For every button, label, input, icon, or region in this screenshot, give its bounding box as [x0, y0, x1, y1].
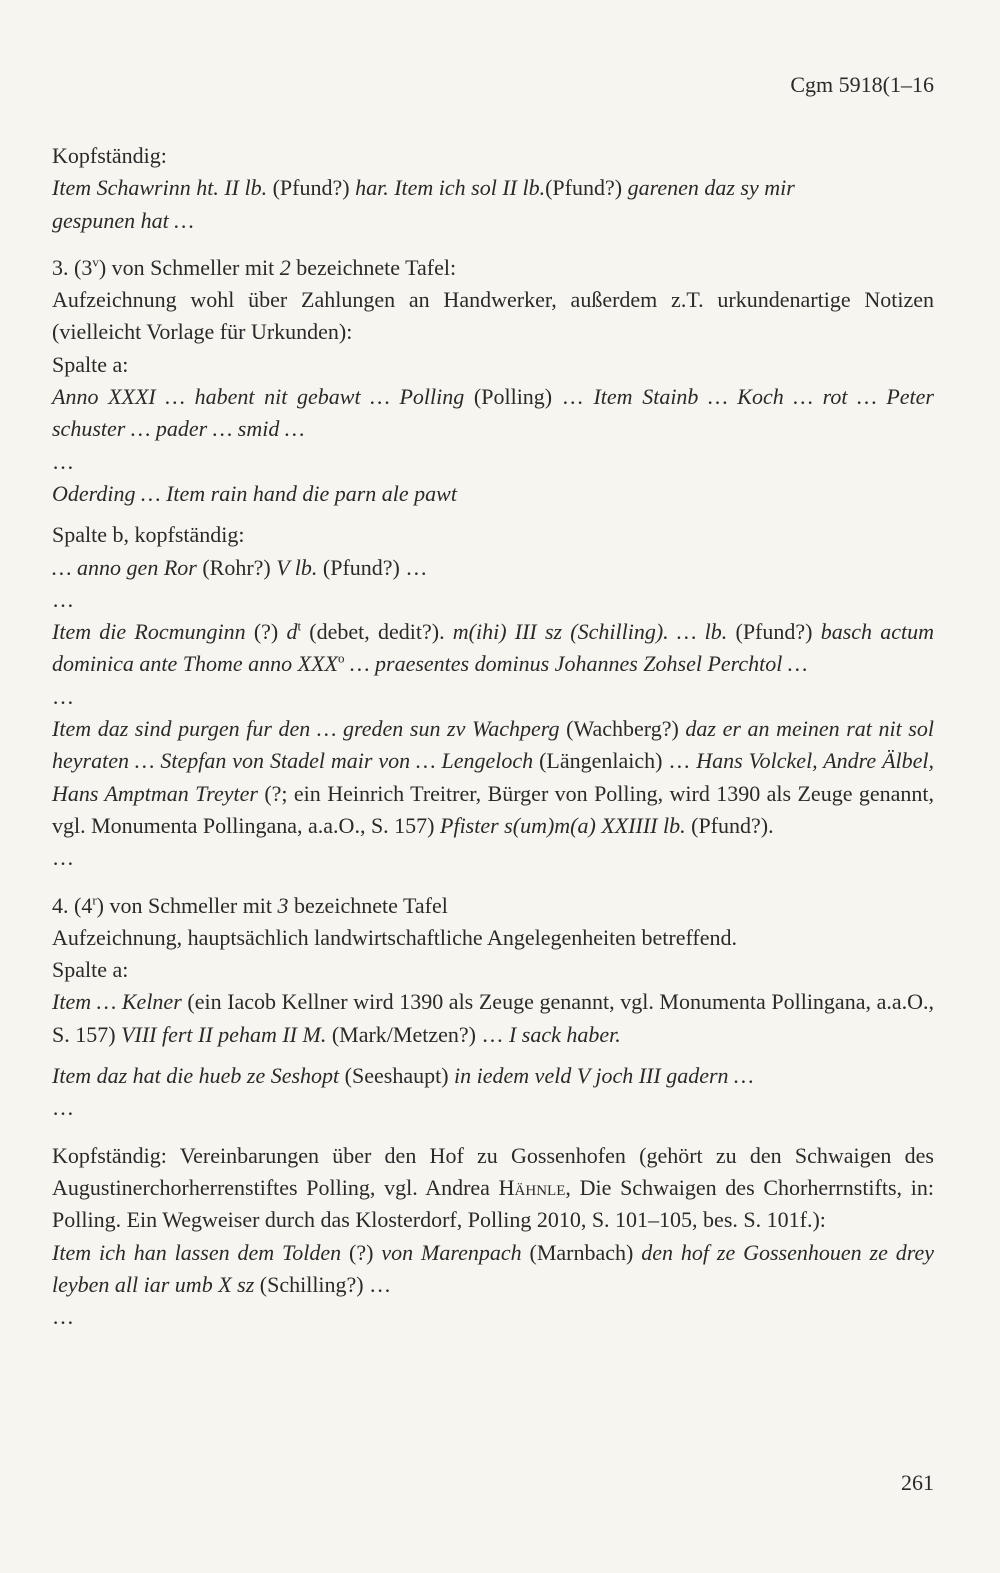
- paragraph-kopfstaendig: [52, 140, 934, 237]
- text: (?): [245, 619, 287, 645]
- italic-text: … praesentes dominus Johannes Zohsel Perchtol …: [344, 651, 808, 677]
- column-a-label: Spalte a:: [52, 351, 129, 377]
- transcription-line: [52, 616, 934, 681]
- transcription-line: [52, 1237, 934, 1302]
- italic-text: garenen daz sy mir: [627, 175, 795, 201]
- italic-text: 2: [279, 254, 291, 280]
- italic-text: den hof ze Gossenhouen ze drey leyben all iar umb X sz: [52, 1239, 935, 1297]
- text: (Marnbach): [521, 1239, 642, 1265]
- italic-text: daz er an meinen rat nit sol heyraten … Stepfan von Stadel mair von … Lengeloch: [52, 716, 934, 774]
- text: (Längenlaich) …: [533, 748, 697, 774]
- text: (Seeshaupt): [339, 1063, 455, 1089]
- text: (Wachberg?): [559, 716, 686, 742]
- text: Kopfständig: Vereinbarungen über den Hof zu Gossenhofen (gehört zu den Schwaigen des Augustinerchorherrenstiftes Polling, vgl. Andrea: [52, 1142, 934, 1200]
- text: (ein Iacob Kellner wird 1390 als Zeuge genannt, vgl. Monumenta Pollingana, a.a.O., S. 157): [52, 989, 934, 1047]
- text: (Pfund?).: [685, 812, 774, 838]
- transcription-line: [52, 1060, 934, 1092]
- text: (debet, dedit?).: [301, 619, 453, 645]
- italic-text: in iedem veld V joch III gadern …: [454, 1063, 754, 1089]
- text: ) von Schmeller mit: [96, 892, 278, 918]
- page-number: 261: [901, 1470, 934, 1495]
- author-name: Hähnle: [498, 1174, 566, 1200]
- italic-text: 3: [277, 892, 289, 918]
- text: (Schilling?) …: [254, 1271, 392, 1297]
- text: (?; ein Heinrich Treitrer, Bürger von Polling, wird 1390 als Zeuge genannt, vgl. Monumenta Pollingana, a.a.O., S. 157): [52, 780, 934, 838]
- ellipsis: …: [52, 586, 74, 612]
- ellipsis: …: [52, 1095, 74, 1121]
- text: (Pfund?): [727, 619, 821, 645]
- section-4-description: Aufzeichnung, hauptsächlich landwirtschaftliche Angelegenheiten betreffend.: [52, 924, 737, 950]
- text: (Rohr?): [196, 554, 277, 580]
- transcription-line: [52, 986, 934, 1051]
- text: (Pfund?) …: [317, 554, 428, 580]
- italic-text: d: [286, 619, 298, 645]
- text: ) von Schmeller mit: [98, 254, 280, 280]
- italic-text: Item daz hat die hueb ze Seshopt: [52, 1063, 340, 1089]
- superscript: o: [337, 651, 345, 667]
- italic-text: Pfister s(um)m(a) XXIIII lb.: [440, 812, 686, 838]
- text: bezeichnete Tafel:: [290, 254, 457, 280]
- text: (Polling) …: [464, 384, 594, 410]
- transcription-line: [52, 552, 934, 584]
- italic-text: Item Schawrinn ht. II lb.: [52, 175, 268, 201]
- italic-text: m(ihi) III sz (Schilling). … lb.: [452, 619, 728, 645]
- body-text: [52, 140, 934, 1333]
- column-a-label: Spalte a:: [52, 957, 129, 983]
- superscript: r: [92, 892, 97, 908]
- italic-text: V lb.: [276, 554, 318, 580]
- italic-text: basch actum dominica ante Thome anno XXX: [52, 619, 935, 677]
- text: (Mark/Metzen?) …: [326, 1021, 509, 1047]
- transcription-line: [52, 713, 934, 842]
- italic-text: gespunen hat …: [52, 207, 194, 233]
- text-label: Kopfständig:: [52, 143, 167, 168]
- italic-text: Item Stainb … Koch … rot … Peter schuster … pader … smid …: [52, 384, 934, 442]
- italic-text: har. Item ich sol II lb.: [355, 175, 546, 201]
- text: 4. (4: [52, 892, 93, 918]
- column-b-label: Spalte b, kopfständig:: [52, 522, 245, 548]
- ellipsis: …: [52, 1304, 74, 1330]
- superscript: v: [92, 254, 99, 270]
- text: , Die Schwaigen des Chorherrnstifts, in: Polling. Ein Wegweiser durch das Klosterdorf, Polling 2010, S. 101–105, bes. S. 101f.):: [52, 1174, 934, 1233]
- italic-text: von Marenpach: [381, 1239, 522, 1265]
- ellipsis: …: [52, 448, 74, 474]
- text: (Pfund?): [545, 175, 628, 201]
- italic-text: Item ich han lassen dem Tolden: [52, 1239, 342, 1265]
- text: 3. (3: [52, 254, 93, 280]
- italic-text: Item die Rocmunginn: [52, 619, 246, 645]
- italic-text: VIII fert II peham II M.: [121, 1021, 327, 1047]
- kopfstaendig-note: [52, 1140, 934, 1237]
- section-3-description: Aufzeichnung wohl über Zahlungen an Handwerker, außerdem z.T. urkundenartige Notizen (vielleicht Vorlage für Urkunden):: [52, 287, 934, 345]
- italic-text: Anno XXXI … habent nit gebawt … Polling: [52, 384, 465, 410]
- running-head: Cgm 5918(1–16: [790, 72, 934, 97]
- italic-text: … anno gen Ror: [52, 554, 197, 580]
- ellipsis: …: [52, 683, 74, 709]
- ellipsis: …: [52, 845, 74, 871]
- document-page: [52, 0, 934, 1573]
- italic-text: Item … Kelner: [52, 989, 182, 1015]
- transcription-line: [52, 381, 934, 446]
- transcription-line: [52, 478, 934, 510]
- text: (Pfund?): [267, 175, 356, 201]
- text: (?): [341, 1239, 382, 1265]
- italic-text: Item daz sind purgen fur den … greden sun zv Wachperg: [52, 716, 560, 742]
- section-3-heading: [52, 252, 934, 284]
- italic-text: I sack haber.: [508, 1021, 621, 1047]
- italic-text: Oderding … Item rain hand die parn ale pawt: [52, 480, 457, 506]
- section-4-heading: [52, 890, 934, 922]
- superscript: t: [297, 618, 302, 634]
- italic-text: Hans Volckel, Andre Älbel, Hans Amptman Treyter: [52, 748, 934, 806]
- text: bezeichnete Tafel: [288, 892, 448, 918]
